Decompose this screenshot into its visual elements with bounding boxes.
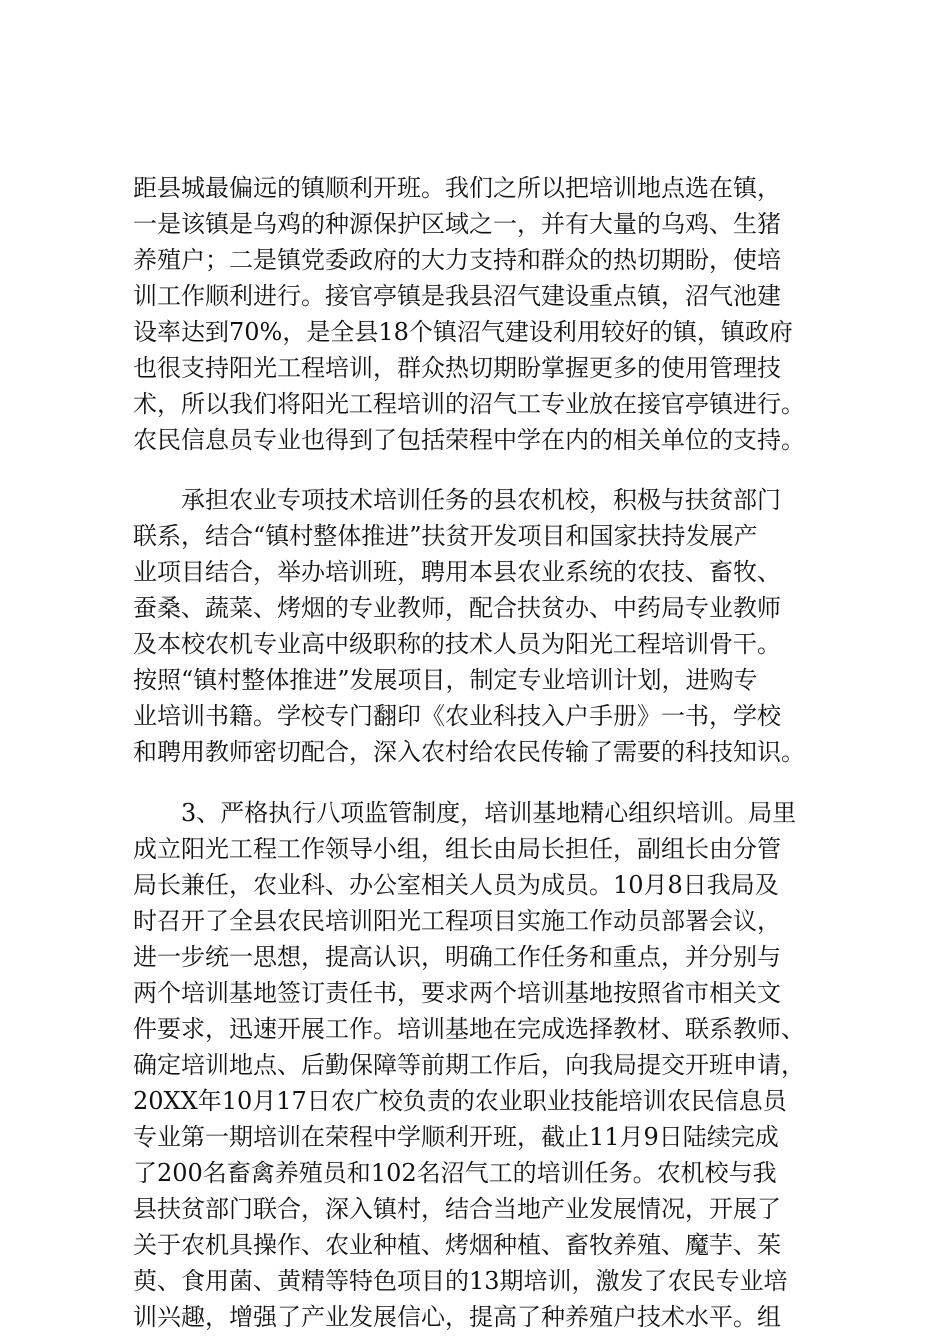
paragraph-line: 县扶贫部门联合，深入镇村，结合当地产业发展情况，开展了	[133, 1195, 781, 1223]
paragraph-line: 术，所以我们将阳光工程培训的沼气工专业放在接官亭镇进行。	[133, 390, 805, 418]
paragraph-line: 联系，结合“镇村整体推进”扶贫开发项目和国家扶持发展产	[133, 522, 758, 550]
paragraph-line: 业培训书籍。学校专门翻印《农业科技入户手册》一书，学校	[133, 702, 781, 730]
paragraph-line: 设率达到70%，是全县18个镇沼气建设利用较好的镇，镇政府	[133, 318, 793, 346]
paragraph-line: 也很支持阳光工程培训，群众热切期盼掌握更多的使用管理技	[133, 354, 781, 382]
paragraph-line: 确定培训地点、后勤保障等前期工作后，向我局提交开班申请，	[133, 1051, 805, 1079]
paragraph-line: 3、严格执行八项监管制度，培训基地精心组织培训。局里	[181, 799, 797, 827]
paragraph-line: 成立阳光工程工作领导小组，组长由局长担任，副组长由分管	[133, 835, 781, 863]
paragraph-line: 关于农机具操作、农业种植、烤烟种植、畜牧养殖、魔芋、茱	[133, 1231, 781, 1259]
paragraph-line: 局长兼任，农业科、办公室相关人员为成员。10月8日我局及	[133, 871, 779, 899]
paragraph-line: 按照“镇村整体推进”发展项目，制定专业培训计划，进购专	[133, 666, 758, 694]
paragraph-line: 训兴趣，增强了产业发展信心，提高了种养殖户技术水平。组	[133, 1303, 781, 1331]
paragraph-line: 距县城最偏远的镇顺利开班。我们之所以把培训地点选在镇，	[133, 174, 781, 202]
paragraph-line: 和聘用教师密切配合，深入农村给农民传输了需要的科技知识。	[133, 738, 805, 766]
paragraph-line: 蚕桑、蔬菜、烤烟的专业教师，配合扶贫办、中药局专业教师	[133, 594, 781, 622]
paragraph-line: 专业第一期培训在荣程中学顺利开班，截止11月9日陆续完成	[133, 1123, 779, 1151]
paragraph-line: 业项目结合，举办培训班，聘用本县农业系统的农技、畜牧、	[133, 558, 781, 586]
paragraph-line: 农民信息员专业也得到了包括荣程中学在内的相关单位的支持。	[133, 426, 805, 454]
paragraph-line: 了200名畜禽养殖员和102名沼气工的培训任务。农机校与我	[133, 1159, 777, 1187]
paragraph-line: 两个培训基地签订责任书，要求两个培训基地按照省市相关文	[133, 979, 781, 1007]
paragraph-line: 训工作顺利进行。接官亭镇是我县沼气建设重点镇，沼气池建	[133, 282, 781, 310]
paragraph-line: 萸、食用菌、黄精等特色项目的13期培训，激发了农民专业培	[133, 1267, 788, 1295]
paragraph-line: 件要求，迅速开展工作。培训基地在完成选择教材、联系教师、	[133, 1015, 805, 1043]
paragraph-line: 养殖户；二是镇党委政府的大力支持和群众的热切期盼，使培	[133, 246, 781, 274]
paragraph-line: 时召开了全县农民培训阳光工程项目实施工作动员部署会议，	[133, 907, 781, 935]
paragraph-line: 20XX年10月17日农广校负责的农业职业技能培训农民信息员	[133, 1087, 787, 1115]
paragraph-line: 及本校农机专业高中级职称的技术人员为阳光工程培训骨干。	[133, 630, 781, 658]
paragraph-line: 承担农业专项技术培训任务的县农机校，积极与扶贫部门	[181, 486, 781, 514]
paragraph-line: 进一步统一思想，提高认识，明确工作任务和重点，并分别与	[133, 943, 781, 971]
paragraph-line: 一是该镇是乌鸡的种源保护区域之一，并有大量的乌鸡、生猪	[133, 210, 781, 238]
